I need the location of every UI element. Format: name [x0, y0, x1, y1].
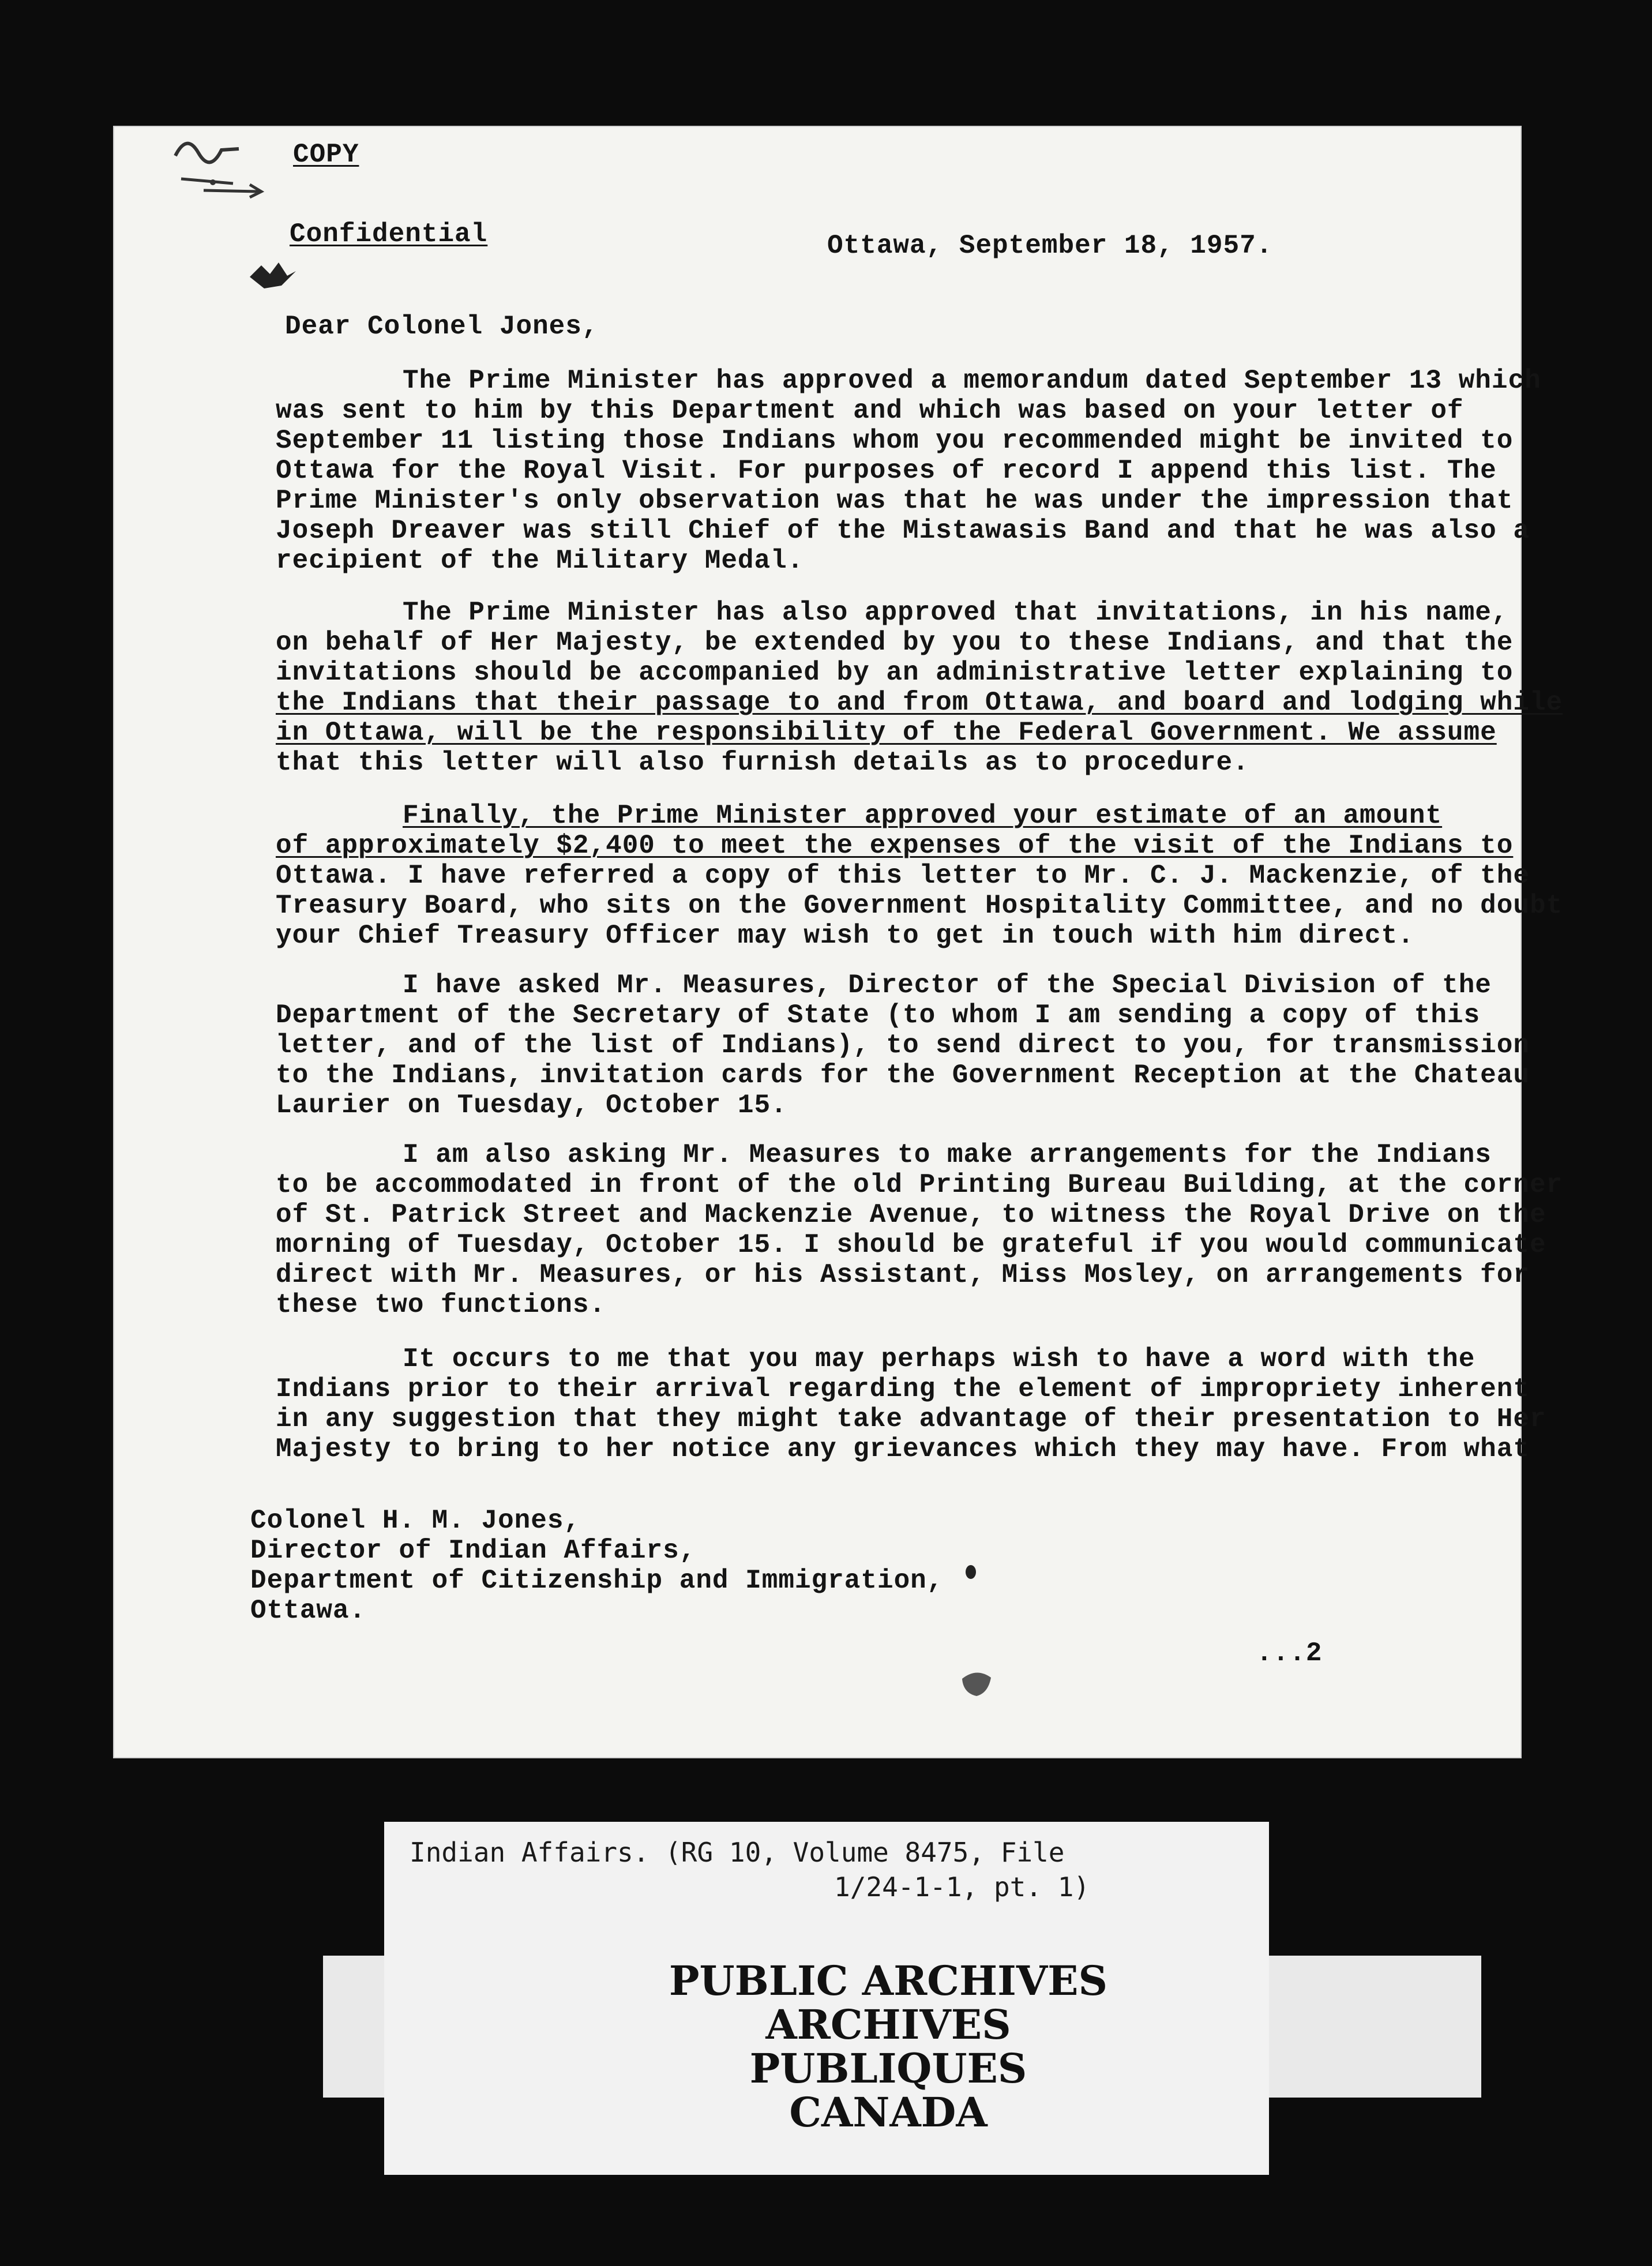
paragraph-1	[276, 366, 1541, 576]
paragraph-line: I have asked Mr. Measures, Director of the Special Division of the	[403, 970, 1492, 1000]
paragraph-line: these two functions.	[276, 1290, 606, 1320]
paragraph-2	[276, 598, 1563, 778]
paragraph-line: Ottawa for the Royal Visit. For purposes of record I append this list. The	[276, 456, 1497, 486]
paragraph-line: The Prime Minister has approved a memorandum dated September 13 which	[403, 366, 1541, 396]
paragraph-line: invitations should be accompanied by an administrative letter explaining to	[276, 658, 1514, 688]
smudge-mark	[956, 1667, 997, 1702]
copy-label: COPY	[293, 140, 359, 170]
paragraph-line: Laurier on Tuesday, October 15.	[276, 1090, 787, 1120]
paragraph-line: Majesty to bring to her notice any grievances which they may have. From what	[276, 1434, 1530, 1464]
paragraph-line: to be accommodated in front of the old Printing Bureau Building, at the corner	[276, 1170, 1563, 1200]
archive-stamp-line-3: CANADA	[789, 2088, 988, 2136]
paragraph-line: morning of Tuesday, October 15. I should be grateful if you would communicate	[276, 1230, 1546, 1260]
paragraph-line: Prime Minister's only observation was that he was under the impression that	[276, 486, 1514, 516]
archive-label-line-1: Indian Affairs. (RG 10, Volume 8475, File	[410, 1837, 1065, 1868]
paragraph-line: Indians prior to their arrival regarding the element of impropriety inherent	[276, 1374, 1530, 1404]
paragraph-line: The Prime Minister has also approved that invitations, in his name,	[403, 598, 1508, 628]
paragraph-6	[276, 1344, 1546, 1464]
paragraph-line: It occurs to me that you may perhaps wish to have a word with the	[403, 1344, 1475, 1374]
ink-spot-mark	[962, 1563, 979, 1581]
addressee-line: Department of Citizenship and Immigration,	[250, 1566, 944, 1596]
paragraph-line: that this letter will also furnish details as to procedure.	[276, 748, 1249, 778]
archive-stamp-line-1: PUBLIC ARCHIVES	[669, 1957, 1108, 2005]
paragraph-line-underlined: in Ottawa, will be the responsibility of the Federal Government. We assume	[276, 718, 1497, 748]
paragraph-line-underlined: of approximately $2,400 to meet the expenses of the visit of the Indians to	[276, 831, 1514, 861]
arrow-mark	[201, 179, 270, 202]
paragraph-4	[276, 970, 1530, 1120]
paragraph-line: I am also asking Mr. Measures to make arrangements for the Indians	[403, 1140, 1492, 1170]
paragraph-3	[276, 801, 1563, 951]
salutation: Dear Colonel Jones,	[285, 312, 599, 342]
dateline: Ottawa, September 18, 1957.	[827, 231, 1273, 261]
archive-reference-label	[384, 1822, 1269, 1963]
paragraph-line-underlined: Finally, the Prime Minister approved your estimate of an amount	[403, 801, 1443, 831]
addressee-line: Colonel H. M. Jones,	[250, 1506, 581, 1536]
paragraph-line: direct with Mr. Measures, or his Assistant, Miss Mosley, on arrangements for	[276, 1260, 1530, 1290]
page-continuation: ...2	[1256, 1638, 1323, 1668]
paragraph-line: your Chief Treasury Officer may wish to get in touch with him direct.	[276, 921, 1414, 951]
paragraph-5	[276, 1140, 1563, 1320]
paragraph-line: of St. Patrick Street and Mackenzie Avenue, to witness the Royal Drive on the	[276, 1200, 1546, 1230]
paragraph-line-underlined: the Indians that their passage to and from Ottawa, and board and lodging while	[276, 688, 1563, 718]
addressee-block	[250, 1506, 943, 1626]
ink-blot-mark	[247, 260, 299, 294]
paragraph-line: Joseph Dreaver was still Chief of the Mistawasis Band and that he was also a	[276, 516, 1530, 546]
paragraph-line: Department of the Secretary of State (to whom I am sending a copy of this	[276, 1000, 1481, 1030]
paragraph-line: on behalf of Her Majesty, be extended by you to these Indians, and that the	[276, 628, 1514, 658]
paragraph-line: in any suggestion that they might take advantage of their presentation to Her	[276, 1404, 1546, 1434]
archive-label-line-2: 1/24-1-1, pt. 1)	[834, 1871, 1090, 1903]
classification-label: Confidential	[290, 219, 488, 249]
paragraph-line: Treasury Board, who sits on the Government Hospitality Committee, and no doubt	[276, 891, 1563, 921]
paragraph-line: Ottawa. I have referred a copy of this letter to Mr. C. J. Mackenzie, of the	[276, 861, 1530, 891]
paragraph-line: letter, and of the list of Indians), to send direct to you, for transmission	[276, 1030, 1530, 1060]
paragraph-line: recipient of the Military Medal.	[276, 546, 804, 576]
addressee-line: Ottawa.	[250, 1596, 366, 1626]
archive-stamp	[658, 1959, 1119, 2134]
letter-page	[113, 126, 1563, 1758]
addressee-line: Director of Indian Affairs,	[250, 1536, 696, 1566]
paragraph-line: September 11 listing those Indians whom you recommended might be invited to	[276, 426, 1514, 456]
paragraph-line: was sent to him by this Department and which was based on your letter of	[276, 396, 1464, 426]
paragraph-line: to the Indians, invitation cards for the Government Reception at the Chateau	[276, 1060, 1530, 1090]
archive-stamp-line-2: ARCHIVES PUBLIQUES	[749, 2001, 1027, 2092]
